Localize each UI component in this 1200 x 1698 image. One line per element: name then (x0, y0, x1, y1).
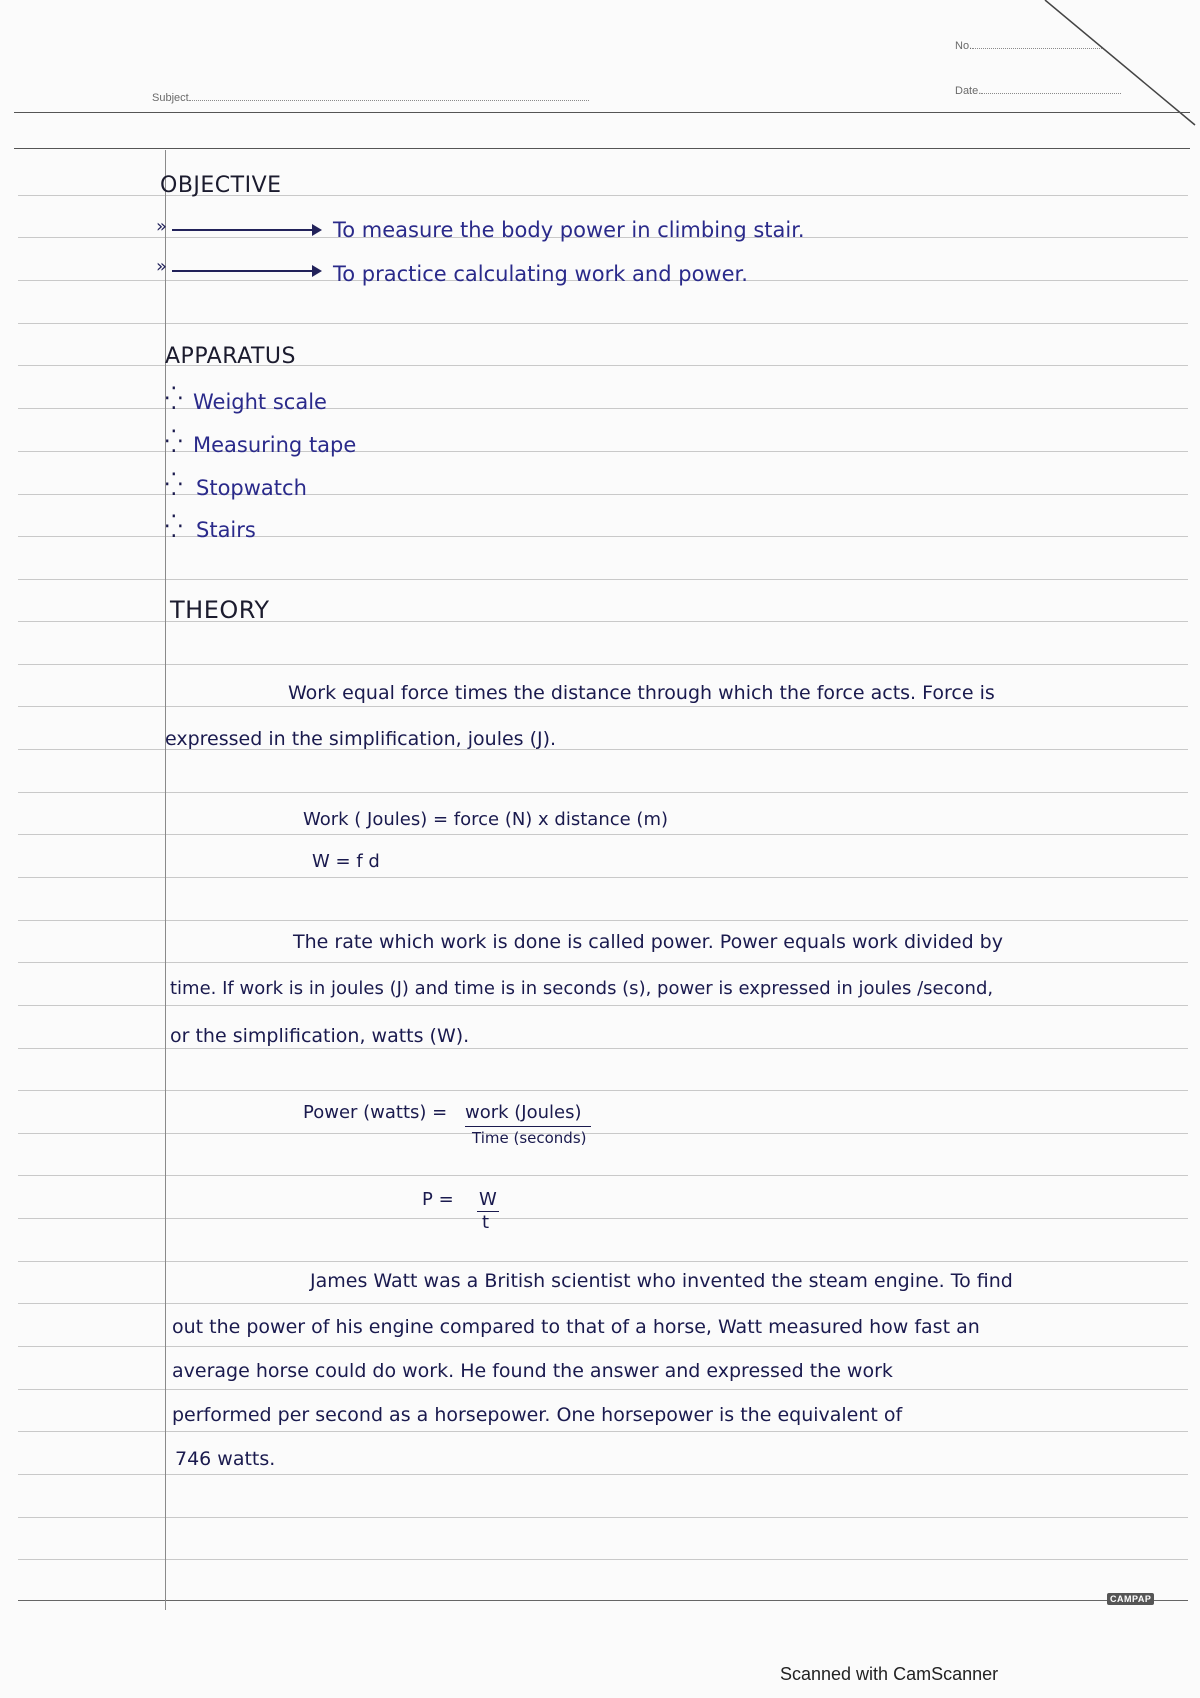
arrow-line-2 (172, 270, 312, 272)
theory-para1-line1: Work equal force times the distance through which the force acts. Force is (288, 682, 995, 704)
objective-heading: OBJECTIVE (160, 173, 282, 198)
scanned-with-text: Scanned with CamScanner (780, 1664, 999, 1684)
double-chevron-icon: » (156, 216, 168, 237)
power-formula-numerator: work (Joules) (465, 1102, 582, 1123)
bullet-icon: ⁛ (165, 387, 183, 412)
apparatus-item-3: Stopwatch (196, 476, 307, 500)
header-no-label: No. (955, 40, 973, 52)
header-subject-label: Subject (152, 92, 189, 104)
theory-heading: THEORY (170, 596, 270, 624)
header-no-field (955, 40, 1102, 52)
camscanner-logo: CAMPAP (1107, 1593, 1154, 1605)
bullet-icon: ⁛ (165, 515, 183, 540)
power-short-lhs: P = (422, 1189, 454, 1210)
corner-fold-line (1040, 0, 1200, 130)
margin-line (165, 150, 166, 1610)
theory-para2-line3: or the simplification, watts (W). (170, 1025, 470, 1047)
power-formula-lhs: Power (watts) = (303, 1102, 448, 1123)
arrow-line-1 (172, 229, 312, 231)
apparatus-item-4: Stairs (196, 518, 256, 542)
header-line-2 (14, 148, 1190, 149)
theory-para3-line2: out the power of his engine compared to that of a horse, Watt measured how fast an (172, 1316, 980, 1338)
theory-para3-line1: James Watt was a British scientist who invented the steam engine. To find (310, 1270, 1013, 1292)
arrow-right-icon (312, 265, 322, 277)
theory-para1-line2: expressed in the simplification, joules (J). (165, 728, 557, 750)
apparatus-item-2: Measuring tape (193, 433, 357, 457)
objective-item-2: To practice calculating work and power. (333, 262, 748, 286)
theory-para2-line2: time. If work is in joules (J) and time is in seconds (s), power is expressed in joules /second, (170, 978, 994, 999)
header-date-field (955, 85, 1121, 97)
power-short-numerator: W (479, 1189, 497, 1210)
header-date-label: Date. (955, 85, 982, 97)
power-fraction-bar (465, 1126, 591, 1127)
work-formula-short: W = f d (312, 851, 380, 872)
header-line-1 (14, 112, 1190, 113)
power-formula-denominator: Time (seconds) (472, 1129, 587, 1147)
apparatus-item-1: Weight scale (193, 390, 327, 414)
theory-para3-line5: 746 watts. (175, 1448, 276, 1470)
theory-para3-line3: average horse could do work. He found the answer and expressed the work (172, 1360, 893, 1382)
bullet-icon: ⁛ (165, 473, 183, 498)
header-subject-field (152, 92, 589, 104)
work-formula: Work ( Joules) = force (N) x distance (m) (303, 809, 669, 830)
objective-item-1: To measure the body power in climbing stair. (333, 218, 805, 242)
bullet-icon: ⁛ (165, 430, 183, 455)
theory-para2-line1: The rate which work is done is called power. Power equals work divided by (293, 931, 1003, 953)
power-short-denominator: t (482, 1212, 490, 1233)
apparatus-heading: APPARATUS (165, 344, 296, 369)
arrow-right-icon (312, 224, 322, 236)
double-chevron-icon: » (156, 256, 168, 277)
theory-para3-line4: performed per second as a horsepower. One horsepower is the equivalent of (172, 1404, 903, 1426)
